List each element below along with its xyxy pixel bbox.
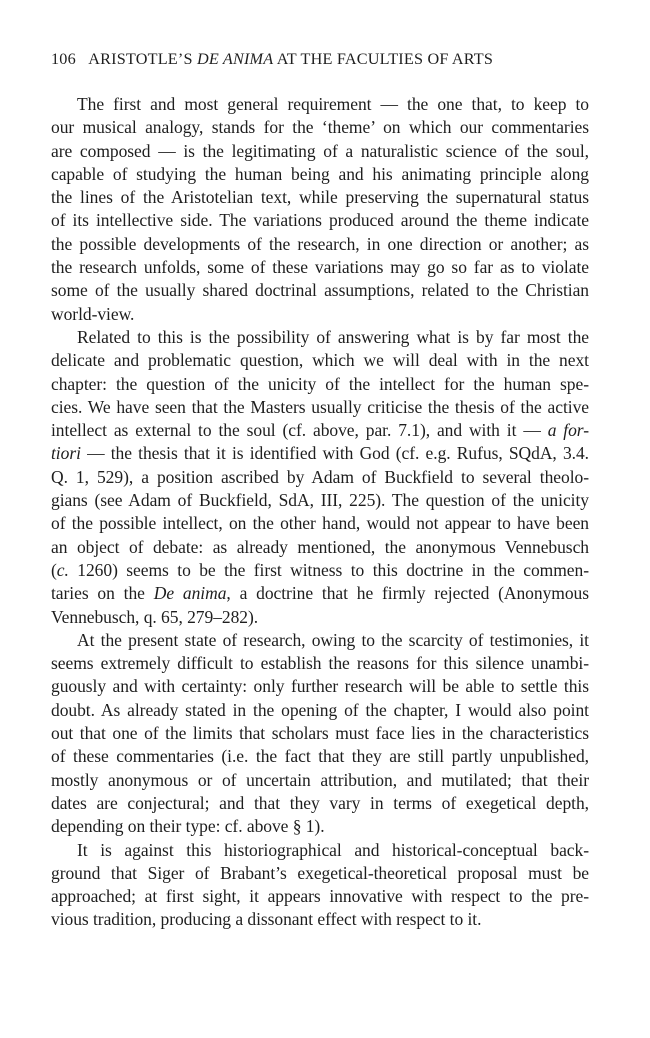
italic-text: De anima (153, 583, 227, 604)
italic-text: a for- (547, 420, 589, 441)
text-line (51, 582, 589, 605)
paragraph (51, 326, 589, 629)
text-line: guously and with certainty: only further research will be able to settle this (51, 676, 589, 697)
text-line: Vennebusch, q. 65, 279–282). (51, 606, 259, 627)
running-head (51, 50, 611, 69)
text-line: gians (see Adam of Buckfield, SdA, III, 225). The question of the unicity (51, 490, 589, 511)
text-segment: intellect as external to the soul (cf. above, par. 7.1), and with it — (51, 420, 548, 441)
text-line: the research unfolds, some of these variations may go so far as to violate (51, 257, 589, 278)
text-line: seems extremely difficult to establish the reasons for this silence unambi- (51, 653, 589, 674)
text-line: world-view. (51, 303, 135, 324)
running-title-part-1: ARISTOTLE’S (88, 50, 193, 68)
paragraph (51, 839, 589, 932)
text-segment: ( (51, 559, 57, 580)
paragraph (51, 629, 589, 839)
text-segment: — the thesis that it is identified with God (cf. e.g. Rufus, SQdA, 3.4. (80, 443, 589, 464)
text-line (51, 419, 589, 442)
text-line: It is against this historiographical and historical-conceptual back- (77, 839, 589, 860)
text-line: doubt. As already stated in the opening of the chapter, I would also point (51, 699, 589, 720)
text-line: The first and most general requirement — the one that, to keep to (77, 94, 589, 114)
text-line: an object of debate: as already mentioned, the anonymous Vennebusch (51, 536, 589, 557)
text-line: At the present state of research, owing to the scarcity of testimonies, it (77, 629, 589, 650)
running-title-italic: DE ANIMA (196, 50, 274, 68)
text-line: vious tradition, producing a dissonant effect with respect to it. (51, 909, 482, 930)
text-line: chapter: the question of the unicity of the intellect for the human spe- (51, 373, 589, 394)
text-line: of its intellective side. The variations produced around the theme indicate (51, 210, 589, 231)
text-line: are composed — is the legitimating of a naturalistic science of the soul, (51, 140, 589, 161)
text-line: some of the usually shared doctrinal assumptions, related to the Christian (51, 280, 589, 301)
text-line: depending on their type: cf. above § 1). (51, 816, 325, 837)
text-segment: , a doctrine that he firmly rejected (Anonymous (226, 583, 590, 604)
italic-text: tiori (51, 443, 81, 464)
text-line (51, 559, 589, 582)
text-line: of the possible intellect, on the other hand, would not appear to have been (51, 513, 589, 534)
running-title-part-2: AT THE FACULTIES OF ARTS (276, 50, 494, 68)
text-line (51, 442, 589, 465)
page-number: 106 (51, 50, 76, 68)
text-line: of these commentaries (i.e. the fact that they are still partly unpublished, (51, 746, 589, 767)
text-line: out that one of the limits that scholars must face lies in the characteristics (51, 723, 589, 744)
body-text (51, 93, 589, 932)
text-line: delicate and problematic question, which we will deal with in the next (51, 350, 589, 371)
text-line: Related to this is the possibility of answering what is by far most the (77, 326, 589, 347)
text-line: approached; at first sight, it appears innovative with respect to the pre- (51, 886, 589, 907)
text-line: dates are conjectural; and that they vary in terms of exegetical depth, (51, 792, 589, 813)
text-line: capable of studying the human being and his animating principle along (51, 163, 589, 184)
text-line: the possible developments of the research, in one direction or another; as (51, 233, 589, 254)
text-line: the lines of the Aristotelian text, while preserving the supernatural status (51, 187, 589, 208)
text-segment: 1260) seems to be the first witness to this doctrine in the commen- (68, 559, 589, 580)
text-line: our musical analogy, stands for the ‘theme’ on which our commentaries (51, 117, 589, 138)
text-line: ground that Siger of Brabant’s exegetical-theoretical proposal must be (51, 862, 589, 883)
text-line: mostly anonymous or of uncertain attribution, and mutilated; that their (51, 769, 589, 790)
text-line: cies. We have seen that the Masters usually criticise the thesis of the active (51, 396, 589, 417)
text-line: Q. 1, 529), a position ascribed by Adam of Buckfield to several theolo- (51, 466, 589, 487)
paragraph (51, 93, 589, 326)
text-segment: taries on the (51, 583, 154, 604)
italic-text: c. (56, 559, 69, 580)
